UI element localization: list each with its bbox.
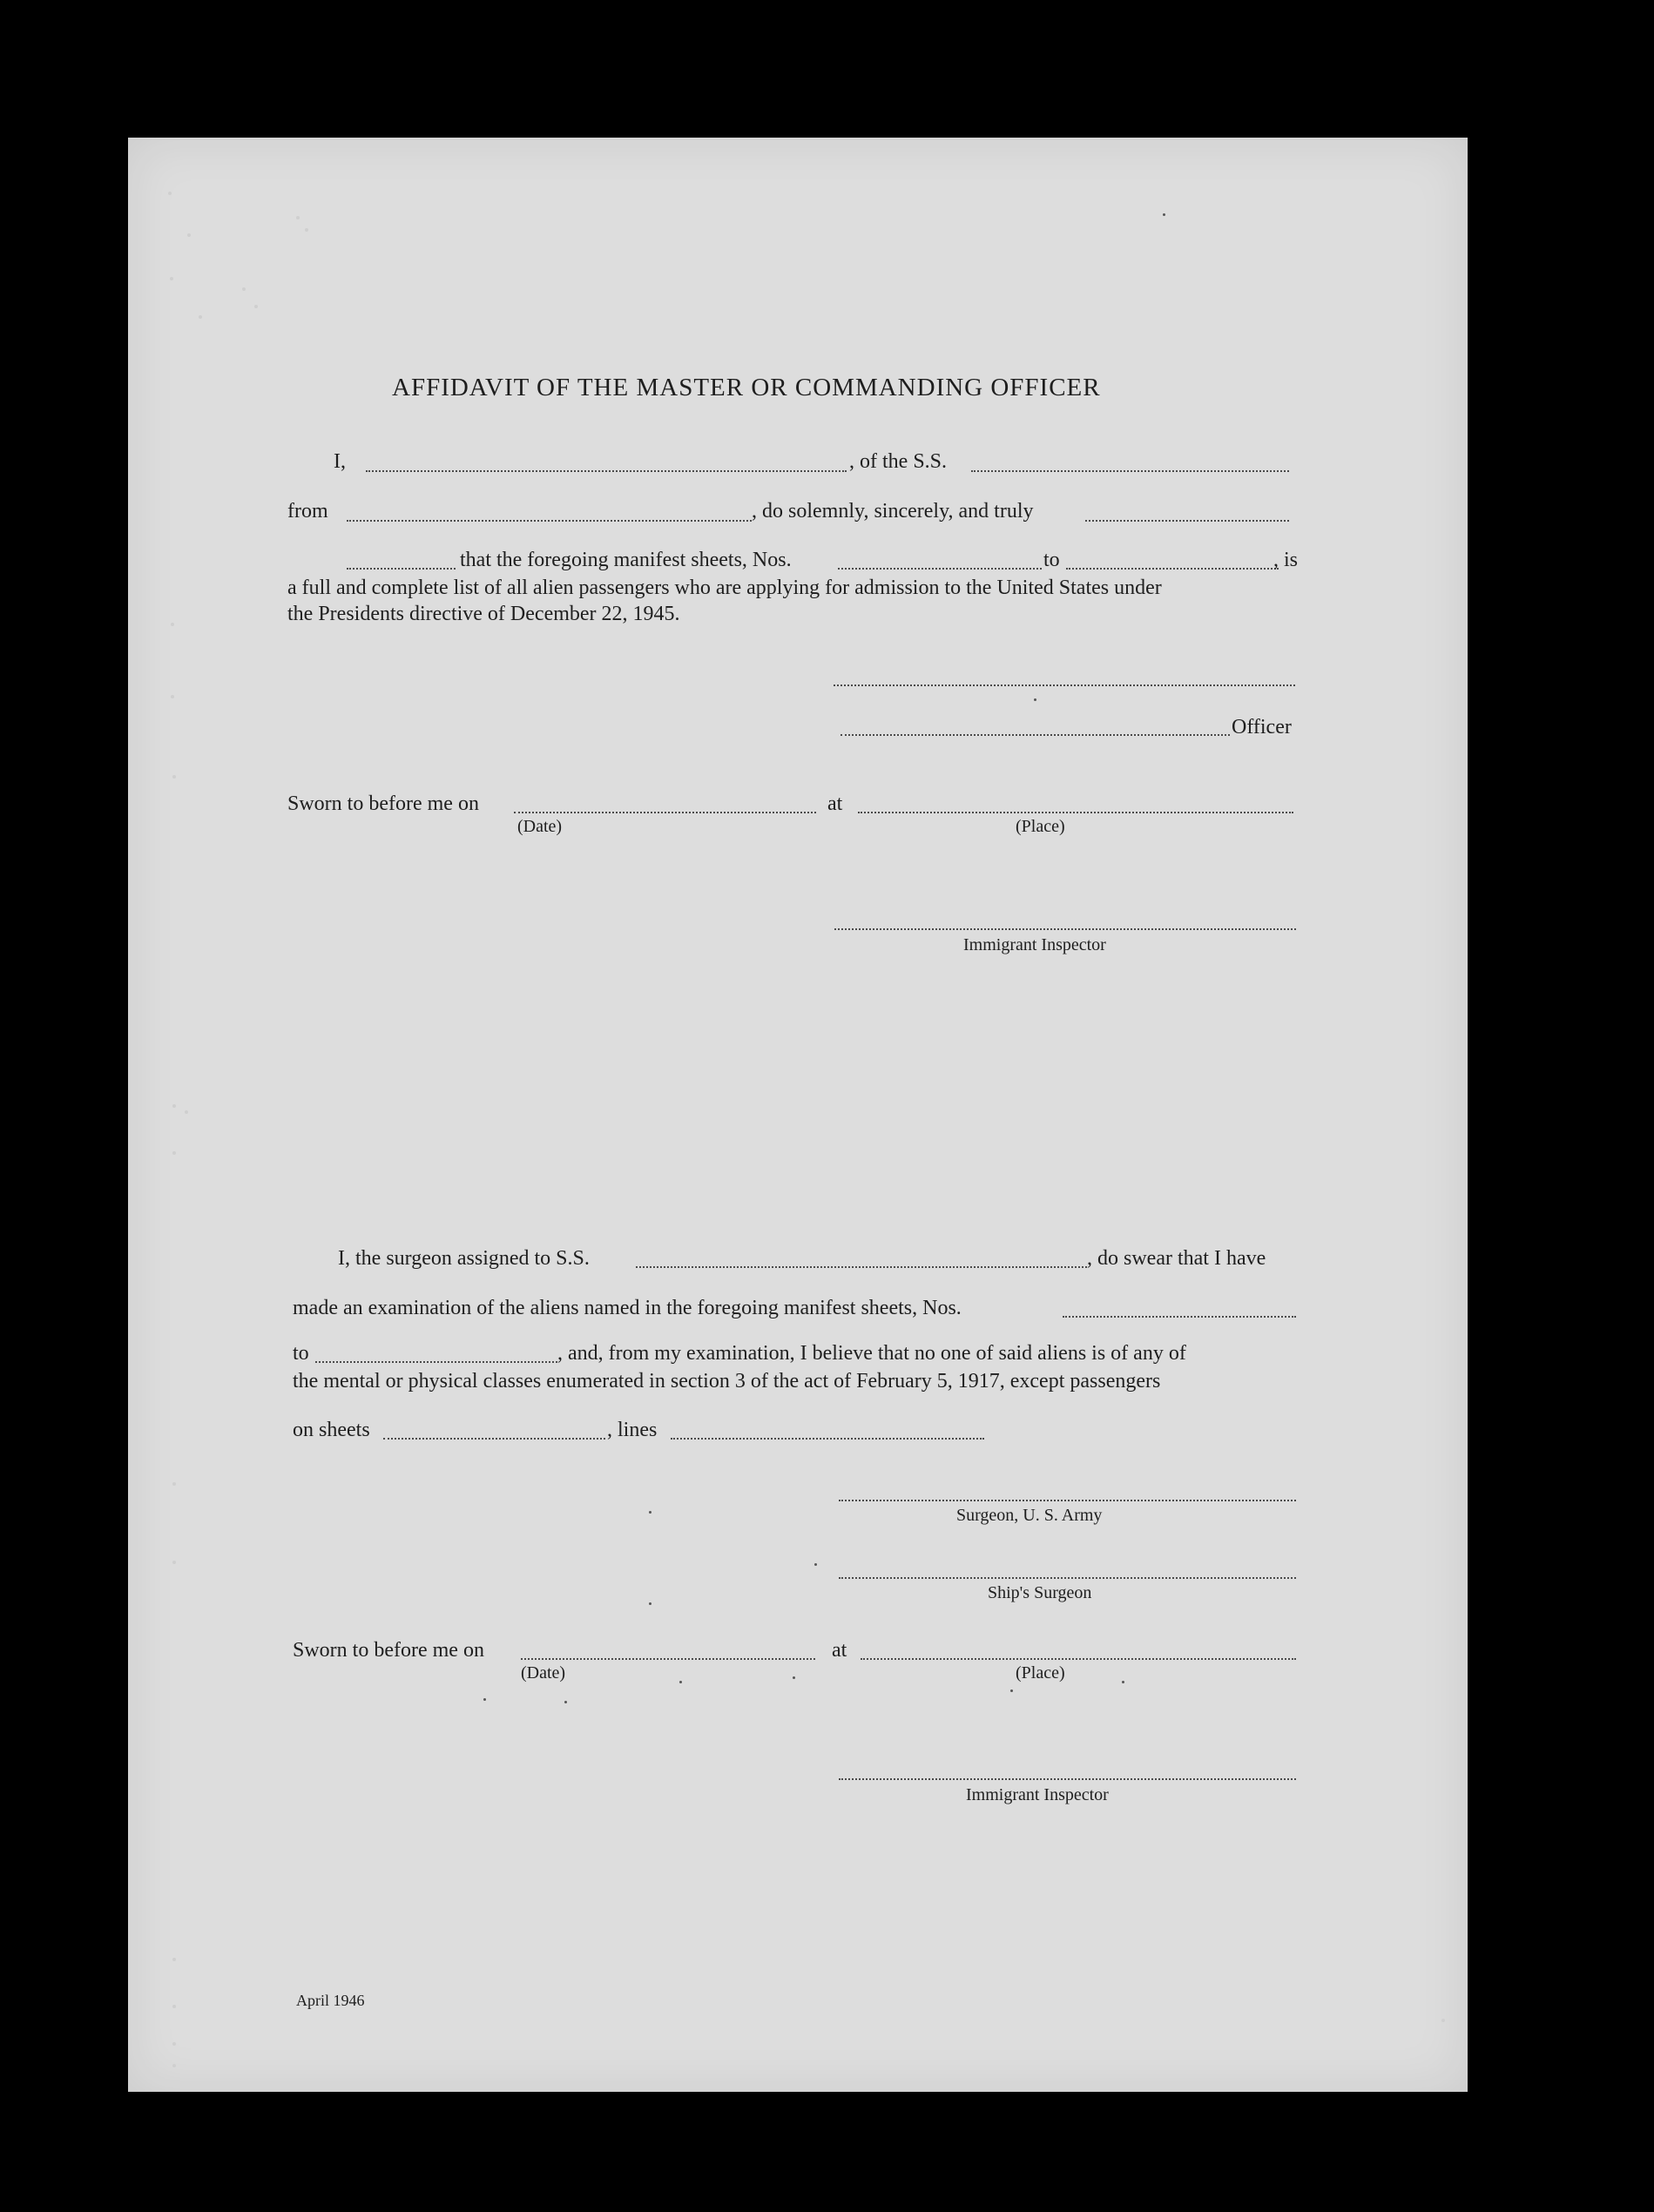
army-surgeon-caption: Surgeon, U. S. Army (956, 1506, 1103, 1525)
paper-speck (793, 1676, 795, 1679)
master-oath-verb-field[interactable] (347, 568, 456, 570)
surgeon-sheet-to-field[interactable] (315, 1361, 557, 1363)
paper-speck (1034, 698, 1036, 701)
master-solemnly-label: , do solemnly, sincerely, and truly (752, 500, 1034, 523)
master-i-label: I, (334, 450, 346, 473)
scan-speck (172, 2005, 176, 2008)
surgeon-sheet-from-field[interactable] (1063, 1316, 1296, 1318)
master-date-caption: (Date) (517, 817, 563, 836)
scan-speck (185, 1110, 188, 1114)
scan-speck (254, 305, 258, 308)
paper-speck (1122, 1681, 1124, 1683)
surgeon-ship-name-field[interactable] (636, 1266, 1087, 1268)
scan-speck (172, 2042, 176, 2046)
scan-speck (170, 277, 173, 280)
scan-speck (172, 1151, 176, 1155)
surgeon-place-caption: (Place) (1016, 1663, 1065, 1683)
master-oath-type-field[interactable] (1085, 520, 1289, 522)
surgeon-excepted-lines-field[interactable] (671, 1438, 984, 1440)
ships-surgeon-caption: Ship's Surgeon (988, 1583, 1092, 1602)
master-from-label: from (287, 500, 328, 523)
paper-speck (1163, 213, 1165, 216)
surgeon-date-caption: (Date) (521, 1663, 566, 1683)
master-place-caption: (Place) (1016, 817, 1065, 836)
master-foregoing-label: that the foregoing manifest sheets, Nos. (460, 549, 792, 571)
scan-speck (172, 1104, 176, 1108)
master-sheet-to-field[interactable] (1066, 568, 1279, 570)
scan-speck (172, 1958, 176, 1961)
master-to-label: to (1043, 549, 1060, 571)
master-inspector-signature-line[interactable] (834, 928, 1296, 930)
scan-speck (296, 216, 300, 219)
surgeon-inspector-caption: Immigrant Inspector (966, 1785, 1109, 1804)
master-signature-line[interactable] (834, 685, 1295, 686)
scan-speck (242, 287, 246, 291)
surgeon-examination-label: made an examination of the aliens named in the foregoing manifest sheets, Nos. (293, 1297, 962, 1319)
scan-speck (305, 228, 308, 232)
army-surgeon-signature-line[interactable] (839, 1500, 1296, 1501)
paper-speck (679, 1681, 682, 1683)
scan-speck (1441, 2019, 1445, 2022)
master-name-field[interactable] (366, 470, 847, 472)
master-statement-line: a full and complete list of all alien passengers who are applying for admission to the United States under (287, 577, 1162, 599)
footer-date: April 1946 (296, 1992, 365, 2009)
scan-speck (171, 695, 174, 698)
scan-speck (187, 233, 191, 237)
surgeon-inspector-signature-line[interactable] (839, 1778, 1296, 1780)
paper-speck (564, 1701, 567, 1703)
surgeon-excepted-sheets-field[interactable] (383, 1438, 605, 1440)
surgeon-at-label: at (832, 1639, 847, 1662)
surgeon-belief-label: , and, from my examination, I believe that no one of said aliens is of any of (557, 1342, 1186, 1365)
master-inspector-caption: Immigrant Inspector (963, 935, 1106, 954)
master-sworn-place-field[interactable] (858, 812, 1293, 813)
paper-speck (483, 1698, 486, 1701)
master-sworn-label: Sworn to before me on (287, 792, 479, 815)
surgeon-sworn-label: Sworn to before me on (293, 1639, 484, 1662)
officer-label: Officer (1232, 716, 1292, 738)
form-title: AFFIDAVIT OF THE MASTER OR COMMANDING OFFICER (392, 374, 1101, 401)
affidavit-form-page (128, 138, 1468, 2092)
paper-speck (649, 1511, 651, 1514)
ships-surgeon-signature-line[interactable] (839, 1577, 1296, 1579)
surgeon-to-label: to (293, 1342, 309, 1365)
surgeon-classes-line: the mental or physical classes enumerated in section 3 of the act of February 5, 1917, except passengers (293, 1370, 1161, 1393)
scan-speck (172, 1482, 176, 1486)
scan-speck (172, 2064, 176, 2067)
master-at-label: at (827, 792, 843, 815)
master-from-port-field[interactable] (347, 520, 752, 522)
master-ship-name-field[interactable] (971, 470, 1289, 472)
surgeon-sworn-place-field[interactable] (861, 1658, 1296, 1660)
paper-speck (649, 1602, 651, 1605)
scan-speck (199, 315, 202, 319)
surgeon-lines-label: , lines (607, 1419, 658, 1441)
surgeon-intro-label: I, the surgeon assigned to S.S. (338, 1247, 590, 1270)
surgeon-sheets-label: on sheets (293, 1419, 370, 1441)
scan-speck (171, 623, 174, 626)
scan-speck (172, 1561, 176, 1564)
scan-speck (172, 775, 176, 779)
master-of-ss-label: , of the S.S. (849, 450, 948, 473)
master-directive-line: the Presidents directive of December 22, 1945. (287, 603, 680, 625)
surgeon-sworn-date-field[interactable] (521, 1658, 815, 1660)
officer-signature-line[interactable] (841, 734, 1230, 736)
master-sheet-from-field[interactable] (838, 568, 1042, 570)
scan-speck (168, 192, 172, 195)
master-is-label: , is (1273, 549, 1299, 571)
paper-speck (1010, 1689, 1013, 1692)
surgeon-swear-label: , do swear that I have (1087, 1247, 1266, 1270)
master-sworn-date-field[interactable] (514, 812, 816, 813)
paper-speck (814, 1563, 817, 1566)
